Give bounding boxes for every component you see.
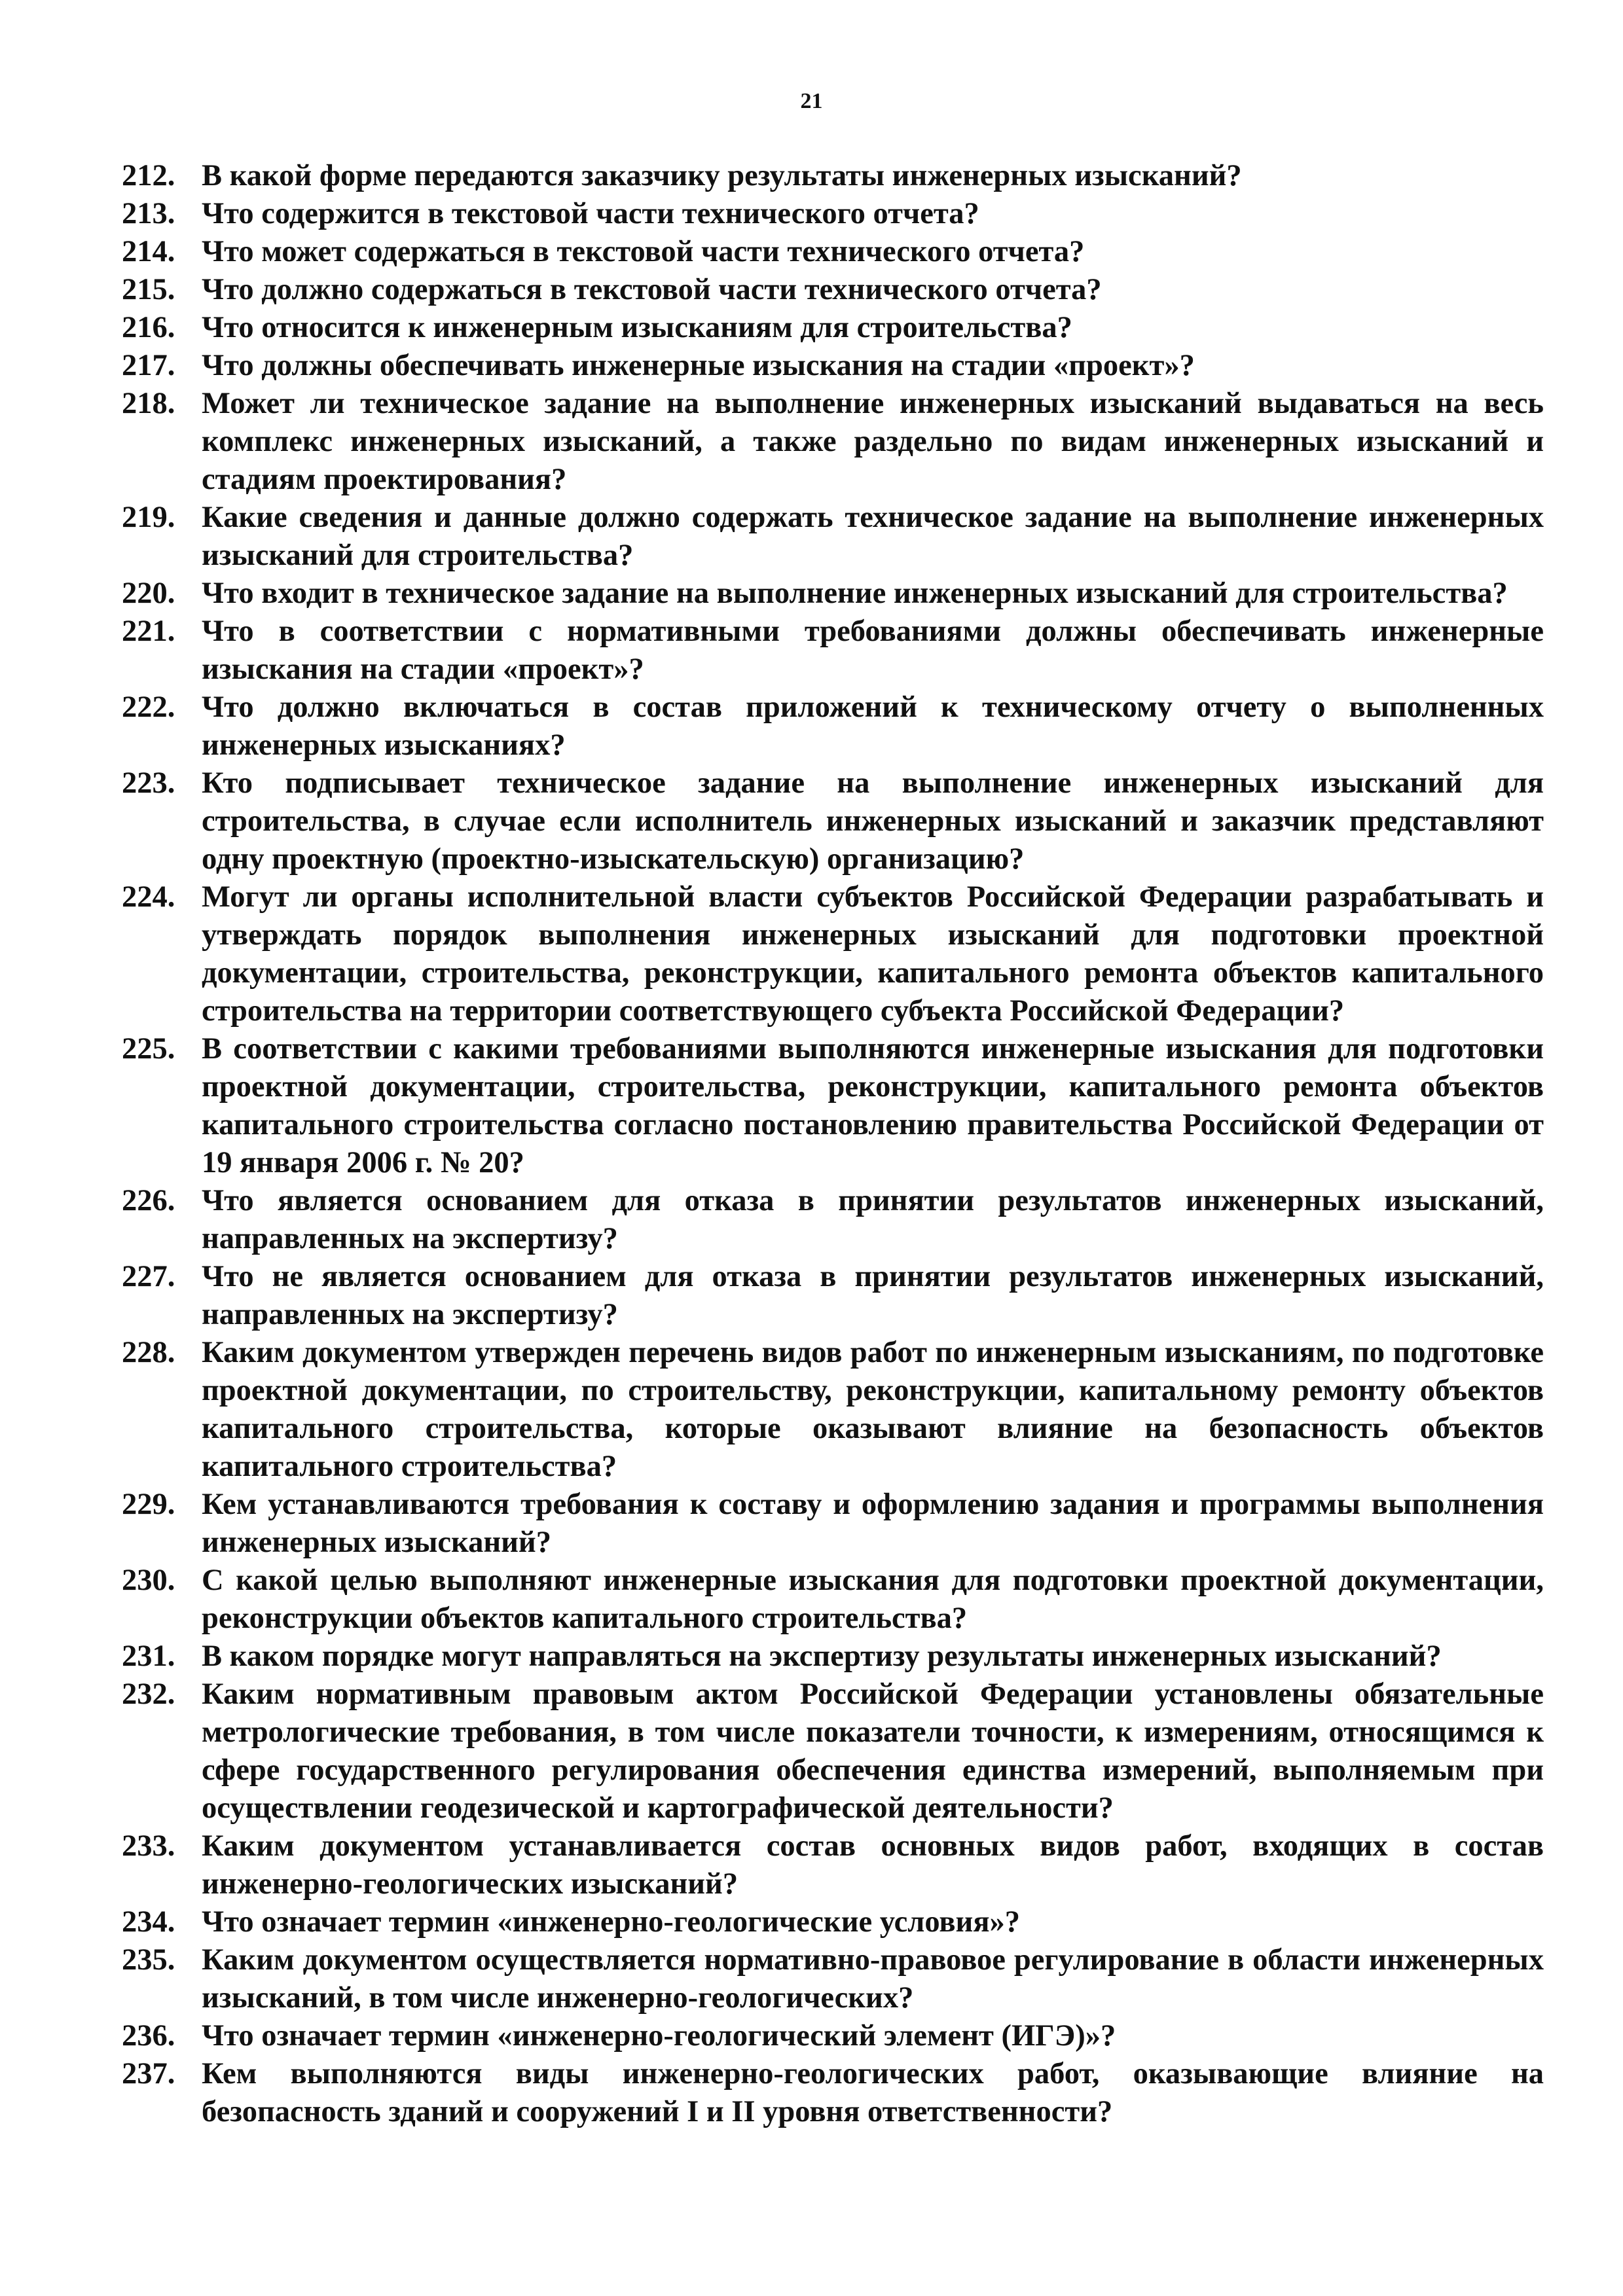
question-number: 232. [122, 1677, 175, 1711]
question-item [122, 1638, 1544, 1676]
question-text: Что относится к инженерным изысканиям для строительства? [202, 311, 1072, 344]
question-text: Что означает термин «инженерно-геологические условия»? [202, 1905, 1020, 1939]
question-item [122, 309, 1544, 347]
question-item [122, 878, 1544, 1030]
question-item [122, 1827, 1544, 1903]
question-text: Что должно включаться в состав приложений к техническому отчету о выполненных инженерных изысканиях? [202, 691, 1544, 762]
question-item [122, 233, 1544, 271]
question-item [122, 613, 1544, 689]
question-number: 221. [122, 615, 175, 648]
question-item [122, 1334, 1544, 1486]
question-number: 235. [122, 1943, 175, 1977]
question-item [122, 1182, 1544, 1258]
question-text: Каким нормативным правовым актом Российской Федерации установлены обязательные метрологические требования, в том числе показатели точности, к измерениям, относящимся к сфере государственного регулирования обеспечения единства измерений, выполняемым при осуществлении геодезической и картографической деятельности? [202, 1677, 1544, 1825]
question-number: 234. [122, 1905, 175, 1939]
question-item [122, 195, 1544, 233]
question-text: В соответствии с какими требованиями выполняются инженерные изыскания для подготовки проектной документации, строительства, реконструкции, капитального ремонта объектов капитального строительства согласно постановлению правительства Российской Федерации от 19 января 2006 г. № 20? [202, 1032, 1544, 1179]
question-item [122, 271, 1544, 309]
question-item [122, 2017, 1544, 2055]
question-list [122, 157, 1544, 2131]
question-text: Что не является основанием для отказа в принятии результатов инженерных изысканий, направленных на экспертизу? [202, 1260, 1544, 1331]
question-text: Что означает термин «инженерно-геологический элемент (ИГЭ)»? [202, 2019, 1116, 2053]
question-text: Кем выполняются виды инженерно-геологических работ, оказывающие влияние на безопасность зданий и сооружений I и II уровня ответственности? [202, 2057, 1544, 2128]
question-number: 224. [122, 880, 175, 914]
question-text: Что может содержаться в текстовой части технического отчета? [202, 235, 1085, 268]
question-text: Каким документом устанавливается состав основных видов работ, входящих в состав инженерно-геологических изысканий? [202, 1829, 1544, 1901]
question-text: Какие сведения и данные должно содержать техническое задание на выполнение инженерных изысканий для строительства? [202, 501, 1544, 572]
question-item [122, 385, 1544, 499]
question-number: 223. [122, 766, 175, 800]
question-text: Каким документом утвержден перечень видов работ по инженерным изысканиям, по подготовке проектной документации, по строительству, реконструкции, капитальному ремонту объектов капитального строительства, которые оказывают влияние на безопасность объектов капитального строительства? [202, 1336, 1544, 1483]
question-item [122, 1941, 1544, 2017]
question-text: Могут ли органы исполнительной власти субъектов Российской Федерации разрабатывать и утверждать порядок выполнения инженерных изысканий для подготовки проектной документации, строительства, реконструкции, капитального ремонта объектов капитального строительства на территории соответствующего субъекта Российской Федерации? [202, 880, 1544, 1028]
question-number: 215. [122, 273, 175, 306]
question-text: Что содержится в текстовой части технического отчета? [202, 197, 979, 230]
question-text: Кем устанавливаются требования к составу и оформлению задания и программы выполнения инженерных изысканий? [202, 1488, 1544, 1559]
question-number: 212. [122, 159, 175, 192]
question-item [122, 1676, 1544, 1827]
question-text: Может ли техническое задание на выполнение инженерных изысканий выдаваться на весь комплекс инженерных изысканий, а также раздельно по видам инженерных изысканий и стадиям проектирования? [202, 387, 1544, 496]
question-number: 218. [122, 387, 175, 420]
question-text: Кто подписывает техническое задание на выполнение инженерных изысканий для строительства, в случае если исполнитель инженерных изысканий и заказчик представляют одну проектную (проектно-изыскательскую) организацию? [202, 766, 1544, 876]
question-number: 231. [122, 1640, 175, 1673]
question-text: Что входит в техническое задание на выполнение инженерных изысканий для строительства? [202, 577, 1508, 610]
question-number: 228. [122, 1336, 175, 1369]
question-number: 226. [122, 1184, 175, 1217]
question-number: 230. [122, 1564, 175, 1597]
question-item [122, 347, 1544, 385]
question-item [122, 1258, 1544, 1334]
question-number: 213. [122, 197, 175, 230]
question-text: Что должно содержаться в текстовой части технического отчета? [202, 273, 1102, 306]
question-item [122, 1486, 1544, 1562]
question-number: 214. [122, 235, 175, 268]
question-number: 236. [122, 2019, 175, 2053]
question-item [122, 499, 1544, 575]
question-item [122, 575, 1544, 613]
page-number: 21 [800, 89, 823, 113]
question-number: 220. [122, 577, 175, 610]
question-number: 216. [122, 311, 175, 344]
question-text: В какой форме передаются заказчику результаты инженерных изысканий? [202, 159, 1242, 192]
question-text: Что является основанием для отказа в принятии результатов инженерных изысканий, направленных на экспертизу? [202, 1184, 1544, 1255]
question-item [122, 1903, 1544, 1941]
question-item [122, 764, 1544, 878]
question-item [122, 1030, 1544, 1182]
question-item [122, 2055, 1544, 2131]
question-number: 237. [122, 2057, 175, 2090]
question-text: Каким документом осуществляется нормативно-правовое регулирование в области инженерных изысканий, в том числе инженерно-геологических? [202, 1943, 1544, 2015]
question-number: 219. [122, 501, 175, 534]
question-text: В каком порядке могут направляться на экспертизу результаты инженерных изысканий? [202, 1640, 1442, 1673]
question-item [122, 1562, 1544, 1638]
question-text: Что в соответствии с нормативными требованиями должны обеспечивать инженерные изыскания на стадии «проект»? [202, 615, 1544, 686]
question-number: 227. [122, 1260, 175, 1293]
question-number: 225. [122, 1032, 175, 1066]
question-number: 217. [122, 349, 175, 382]
question-text: С какой целью выполняют инженерные изыскания для подготовки проектной документации, реконструкции объектов капитального строительства? [202, 1564, 1544, 1635]
question-number: 222. [122, 691, 175, 724]
question-number: 233. [122, 1829, 175, 1863]
question-item [122, 157, 1544, 195]
question-text: Что должны обеспечивать инженерные изыскания на стадии «проект»? [202, 349, 1195, 382]
question-item [122, 689, 1544, 764]
question-number: 229. [122, 1488, 175, 1521]
